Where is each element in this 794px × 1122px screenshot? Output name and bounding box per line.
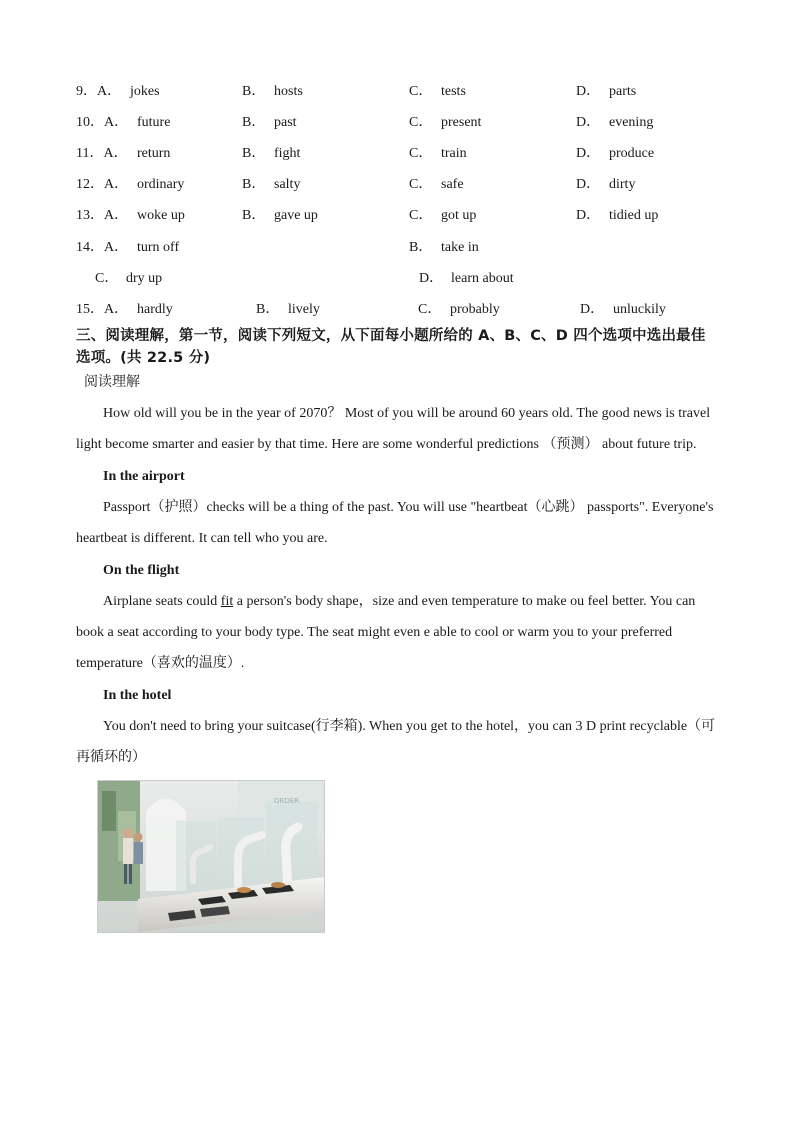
question-option-d-label: D． <box>576 115 601 130</box>
intro-line2: light become smarter and easier by that time. Here are some wonderful predictions （预测） about future trip. <box>76 437 697 452</box>
question-option-d: tidied up <box>609 208 659 223</box>
question-option-b: salty <box>274 177 301 192</box>
question-option-a: jokes <box>130 84 160 99</box>
flight-line2: book a seat according to your body type. The seat might even e able to cool or warm you to your preferred <box>76 625 673 640</box>
question-option-c-label: C． <box>409 177 433 192</box>
flight-line3: temperature（喜欢的温度）. <box>76 656 245 671</box>
question-option-d: parts <box>609 84 637 99</box>
heading-airport: In the airport <box>103 469 185 484</box>
q14-option-c: dry up <box>126 271 163 286</box>
flight-pre: Airplane seats could <box>103 594 221 609</box>
question-option-c-label: C． <box>409 84 433 99</box>
question-option-d: dirty <box>609 177 636 192</box>
question-15-row <box>0 300 794 320</box>
passage-flight <box>76 586 748 679</box>
q15-number: 15．A． <box>76 302 129 317</box>
question-option-c-label: C． <box>409 115 433 130</box>
question-option-c: got up <box>441 208 477 223</box>
question-row <box>0 82 794 102</box>
question-option-b-label: B． <box>242 146 266 161</box>
q15-option-c: probably <box>450 302 500 317</box>
question-option-d: evening <box>609 115 654 130</box>
question-option-b: gave up <box>274 208 318 223</box>
question-number: 12．A． <box>76 177 129 192</box>
question-option-b: hosts <box>274 84 303 99</box>
flight-post: a person's body shape，size and even temperature to make ou feel better. You can <box>233 594 696 609</box>
question-number: 10．A． <box>76 115 129 130</box>
question-option-c-label: C． <box>409 208 433 223</box>
question-option-c: train <box>441 146 467 161</box>
question-option-d: produce <box>609 146 655 161</box>
question-14-row1 <box>0 238 794 258</box>
section-heading-line2: 选项。(共 22.5 分) <box>76 350 211 366</box>
flight-underlined-word: fit <box>220 594 234 609</box>
question-option-b-label: B． <box>242 208 266 223</box>
question-option-d-label: D． <box>576 208 601 223</box>
passage-intro <box>76 398 748 460</box>
question-option-a: return <box>137 146 171 161</box>
question-option-b: past <box>274 115 297 130</box>
question-option-a: woke up <box>137 208 185 223</box>
question-option-a: future <box>137 115 171 130</box>
question-number: 11．A． <box>76 146 128 161</box>
intro-line1: How old will you be in the year of 2070？ Most of you will be around 60 years old. The good news is travel <box>103 406 711 421</box>
question-option-b: fight <box>274 146 301 161</box>
question-number: 13．A． <box>76 208 129 223</box>
question-row <box>0 206 794 226</box>
airport-line1: Passport（护照）checks will be a thing of the past. You will use "heartbeat（心跳） passports". Everyone's <box>103 500 714 515</box>
hotel-line1: You don't need to bring your suitcase(行李箱). When you get to the hotel，you can 3 D print recyclable（可 <box>103 719 716 734</box>
hotel-robot-illustration <box>98 781 324 932</box>
section-heading-line1: 三、阅读理解，第一节，阅读下列短文，从下面每小题所给的 A、B、C、D 四个选项中选出最佳 <box>76 328 706 344</box>
heading-flight: On the flight <box>103 563 180 578</box>
q14-option-b-label: B． <box>409 240 433 255</box>
question-option-d-label: D． <box>576 84 601 99</box>
question-row <box>0 113 794 133</box>
q15-option-b: lively <box>288 302 320 317</box>
section-heading <box>76 325 756 369</box>
q15-option-a: hardly <box>137 302 173 317</box>
airport-line2: heartbeat is different. It can tell who you are. <box>76 531 328 546</box>
q14-option-d-label: D． <box>419 271 444 286</box>
question-option-b-label: B． <box>242 115 266 130</box>
question-row <box>0 144 794 164</box>
q15-option-d-label: D． <box>580 302 605 317</box>
question-option-a: ordinary <box>137 177 185 192</box>
question-option-c: tests <box>441 84 466 99</box>
question-option-c: safe <box>441 177 464 192</box>
question-option-d-label: D． <box>576 177 601 192</box>
hotel-line2: 再循环的） <box>76 750 146 765</box>
q15-option-c-label: C． <box>418 302 442 317</box>
passage-hotel <box>76 711 748 773</box>
heading-hotel: In the hotel <box>103 688 172 703</box>
question-option-c-label: C． <box>409 146 433 161</box>
order-sign-text: ORDER <box>274 797 300 805</box>
passage-airport <box>76 492 748 554</box>
q14-number: 14．A． <box>76 240 129 255</box>
question-number: 9．A． <box>76 84 122 99</box>
question-option-d-label: D． <box>576 146 601 161</box>
q15-option-d: unluckily <box>613 302 666 317</box>
hotel-robot-photo <box>97 780 325 933</box>
q15-option-b-label: B． <box>256 302 280 317</box>
section-sublabel: 阅读理解 <box>84 375 140 390</box>
q14-option-a: turn off <box>137 240 180 255</box>
question-option-c: present <box>441 115 482 130</box>
question-14-row2 <box>0 269 794 289</box>
question-row <box>0 175 794 195</box>
question-option-b-label: B． <box>242 84 266 99</box>
q14-option-d: learn about <box>451 271 514 286</box>
question-option-b-label: B． <box>242 177 266 192</box>
q14-option-b: take in <box>441 240 479 255</box>
q14-option-c-label: C． <box>95 271 119 286</box>
